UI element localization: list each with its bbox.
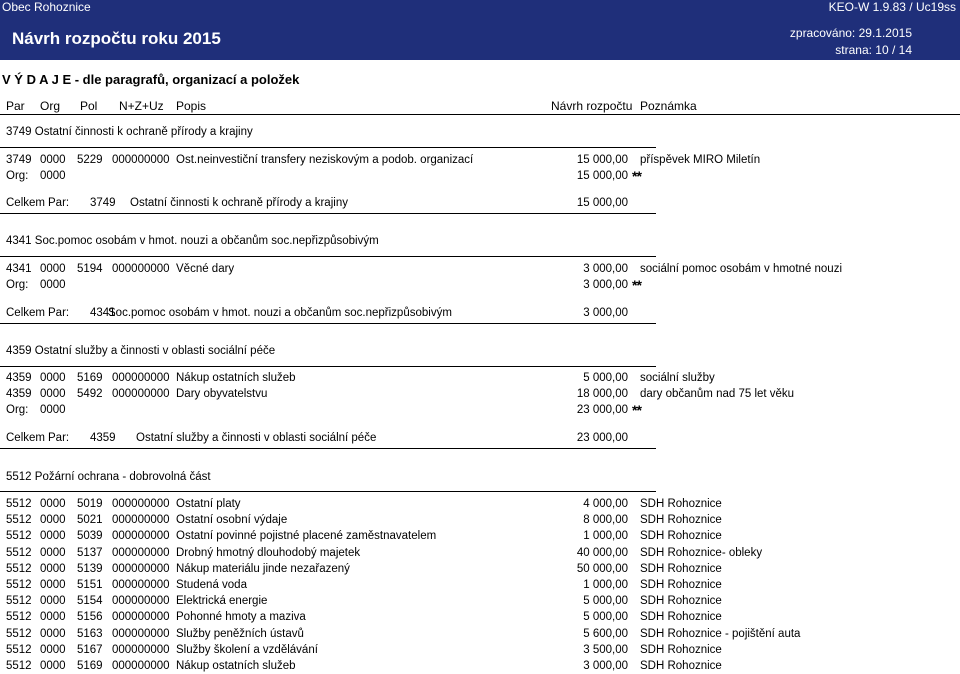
column-header bbox=[0, 90, 960, 115]
cell-popis: Drobný hmotný dlouhodobý majetek bbox=[176, 546, 361, 559]
report-title: Návrh rozpočtu roku 2015 bbox=[12, 29, 221, 48]
cell-org: 0000 bbox=[40, 372, 66, 384]
cell-nzu: 000000000 bbox=[112, 595, 170, 608]
cell-par: 4359 bbox=[6, 388, 32, 400]
section-title: V Ý D A J E - dle paragrafů, organizací a položek bbox=[2, 72, 300, 87]
cell-popis: Ostatní platy bbox=[176, 498, 241, 510]
col-nzu: N+Z+Uz bbox=[119, 99, 164, 113]
cell-note: SDH Rohoznice bbox=[640, 562, 722, 575]
org-total: 3 000,00 bbox=[583, 279, 628, 291]
total-par-label: Par: bbox=[48, 432, 70, 444]
cell-par: 5512 bbox=[6, 498, 32, 510]
cell-note: příspěvek MIRO Miletín bbox=[640, 154, 761, 166]
cell-org: 0000 bbox=[40, 388, 66, 400]
cell-note: SDH Rohoznice bbox=[640, 660, 722, 672]
table-row bbox=[0, 152, 960, 168]
col-note: Poznámka bbox=[640, 99, 697, 113]
cell-pol: 5154 bbox=[77, 595, 103, 608]
total-par-name: Soc.pomoc osobám v hmot. nouzi a občanům soc.nepřizpůsobivým bbox=[108, 307, 452, 319]
cell-par: 5512 bbox=[6, 562, 32, 575]
cell-par: 5512 bbox=[6, 530, 32, 543]
cell-note: SDH Rohoznice bbox=[640, 595, 722, 608]
cell-note: SDH Rohoznice bbox=[640, 530, 722, 543]
cell-popis: Služby peněžních ústavů bbox=[176, 627, 304, 640]
cell-nzu: 000000000 bbox=[112, 611, 170, 624]
group-heading-text: 4341 Soc.pomoc osobám v hmot. nouzi a občanům soc.nepřizpůsobivým bbox=[6, 235, 379, 247]
cell-value: 5 000,00 bbox=[583, 611, 628, 624]
cell-org: 0000 bbox=[40, 154, 66, 166]
cell-nzu: 000000000 bbox=[112, 562, 170, 575]
table-row bbox=[0, 528, 960, 544]
cell-nzu: 000000000 bbox=[112, 579, 170, 591]
total-par-code: 4359 bbox=[90, 432, 116, 444]
cell-par: 5512 bbox=[6, 611, 32, 624]
cell-note: sociální služby bbox=[640, 372, 715, 384]
org-subtotal bbox=[0, 277, 960, 293]
cell-pol: 5019 bbox=[77, 498, 103, 510]
table-row bbox=[0, 496, 960, 512]
org-label: Org: bbox=[6, 279, 29, 291]
total-label: Celkem bbox=[6, 307, 45, 319]
cell-pol: 5492 bbox=[77, 388, 103, 400]
divider bbox=[0, 448, 656, 449]
org-subtotal bbox=[0, 402, 960, 418]
org-total: 15 000,00 bbox=[576, 170, 628, 182]
cell-par: 3749 bbox=[6, 154, 32, 166]
cell-nzu: 000000000 bbox=[112, 530, 170, 543]
cell-value: 1 000,00 bbox=[583, 579, 628, 591]
cell-org: 0000 bbox=[40, 579, 66, 591]
group-total bbox=[0, 305, 960, 321]
total-par-code: 4341 bbox=[90, 307, 116, 319]
cell-value: 3 000,00 bbox=[583, 660, 628, 672]
group-heading bbox=[0, 124, 960, 140]
cell-pol: 5137 bbox=[77, 546, 103, 559]
col-popis: Popis bbox=[176, 99, 207, 113]
cell-note: SDH Rohoznice bbox=[640, 611, 722, 624]
cell-pol: 5156 bbox=[77, 611, 103, 624]
cell-nzu: 000000000 bbox=[112, 660, 170, 672]
table-row bbox=[0, 577, 960, 593]
cell-popis: Nákup ostatních služeb bbox=[176, 660, 296, 672]
cell-org: 0000 bbox=[40, 611, 66, 624]
cell-value: 18 000,00 bbox=[576, 388, 628, 400]
group-total bbox=[0, 430, 960, 446]
group-heading-text: 5512 Požární ochrana - dobrovolná část bbox=[6, 471, 211, 483]
divider bbox=[0, 256, 656, 257]
col-org: Org bbox=[40, 99, 61, 113]
cell-par: 5512 bbox=[6, 514, 32, 527]
total-par-code: 3749 bbox=[90, 197, 116, 209]
cell-par: 5512 bbox=[6, 643, 32, 656]
cell-value: 5 600,00 bbox=[583, 627, 628, 640]
table-row bbox=[0, 370, 960, 386]
cell-note: SDH Rohoznice bbox=[640, 643, 722, 656]
cell-nzu: 000000000 bbox=[112, 372, 170, 384]
cell-org: 0000 bbox=[40, 498, 66, 510]
divider bbox=[0, 323, 656, 324]
col-pol: Pol bbox=[80, 99, 98, 113]
divider bbox=[0, 147, 656, 148]
total-par-label: Par: bbox=[48, 197, 70, 209]
total-par-name: Ostatní služby a činnosti v oblasti sociální péče bbox=[136, 432, 377, 444]
total-label: Celkem bbox=[6, 197, 45, 209]
cell-value: 1 000,00 bbox=[583, 530, 628, 543]
total-par-label: Par: bbox=[48, 307, 70, 319]
cell-popis: Ostatní osobní výdaje bbox=[176, 514, 288, 527]
cell-nzu: 000000000 bbox=[112, 498, 170, 510]
cell-value: 3 500,00 bbox=[583, 643, 628, 656]
table-row bbox=[0, 642, 960, 658]
processed-date: 29.1.2015 bbox=[858, 26, 912, 40]
cell-note: SDH Rohoznice- obleky bbox=[640, 546, 763, 559]
cell-note: SDH Rohoznice bbox=[640, 514, 722, 527]
cell-par: 5512 bbox=[6, 627, 32, 640]
cell-popis: Elektrická energie bbox=[176, 595, 268, 608]
table-row bbox=[0, 609, 960, 625]
table-row bbox=[0, 545, 960, 561]
org-subtotal bbox=[0, 168, 960, 184]
cell-org: 0000 bbox=[40, 263, 66, 275]
cell-value: 5 000,00 bbox=[583, 372, 628, 384]
cell-org: 0000 bbox=[40, 660, 66, 672]
processed-label: zpracováno: bbox=[789, 26, 856, 40]
cell-pol: 5163 bbox=[77, 627, 103, 640]
cell-popis: Nákup ostatních služeb bbox=[176, 372, 296, 384]
cell-nzu: 000000000 bbox=[112, 388, 170, 400]
cell-popis: Dary obyvatelstvu bbox=[176, 388, 268, 400]
divider bbox=[0, 491, 656, 492]
cell-popis: Ostatní povinné pojistné placené zaměstnavatelem bbox=[176, 530, 437, 543]
org-code: 0000 bbox=[40, 170, 66, 182]
software-version: KEO-W 1.9.83 / Uc19ss bbox=[828, 0, 956, 14]
cell-pol: 5167 bbox=[77, 643, 103, 656]
group-heading-text: 3749 Ostatní činnosti k ochraně přírody a krajiny bbox=[6, 126, 253, 138]
total-par-name: Ostatní činnosti k ochraně přírody a krajiny bbox=[130, 197, 348, 209]
org-code: 0000 bbox=[40, 279, 66, 291]
col-value: Návrh rozpočtu bbox=[551, 99, 633, 113]
cell-value: 15 000,00 bbox=[576, 154, 628, 166]
cell-pol: 5039 bbox=[77, 530, 103, 543]
page-label: strana: bbox=[835, 43, 872, 57]
cell-note: SDH Rohoznice bbox=[640, 498, 722, 510]
group-total-value: 23 000,00 bbox=[576, 432, 628, 444]
table-row bbox=[0, 593, 960, 609]
cell-par: 5512 bbox=[6, 579, 32, 591]
table-row bbox=[0, 512, 960, 528]
cell-pol: 5151 bbox=[77, 579, 103, 591]
cell-pol: 5229 bbox=[77, 154, 103, 166]
divider bbox=[0, 366, 656, 367]
org-total: 23 000,00 bbox=[576, 404, 628, 416]
cell-value: 3 000,00 bbox=[583, 263, 628, 275]
cell-par: 4359 bbox=[6, 372, 32, 384]
group-total-value: 3 000,00 bbox=[583, 307, 628, 319]
group-heading bbox=[0, 343, 960, 359]
cell-popis: Pohonné hmoty a maziva bbox=[176, 611, 306, 624]
cell-org: 0000 bbox=[40, 514, 66, 527]
cell-popis: Věcné dary bbox=[176, 263, 235, 275]
cell-org: 0000 bbox=[40, 595, 66, 608]
cell-nzu: 000000000 bbox=[112, 514, 170, 527]
cell-value: 5 000,00 bbox=[583, 595, 628, 608]
cell-pol: 5021 bbox=[77, 514, 103, 527]
cell-org: 0000 bbox=[40, 530, 66, 543]
col-par: Par bbox=[6, 99, 25, 113]
cell-nzu: 000000000 bbox=[112, 627, 170, 640]
report-meta bbox=[790, 25, 912, 59]
cell-org: 0000 bbox=[40, 562, 66, 575]
cell-par: 5512 bbox=[6, 546, 32, 559]
subtotal-marker: ** bbox=[632, 277, 641, 293]
cell-org: 0000 bbox=[40, 643, 66, 656]
page-number: 10 / 14 bbox=[875, 43, 912, 57]
cell-popis: Studená voda bbox=[176, 579, 247, 591]
cell-note: dary občanům nad 75 let věku bbox=[640, 388, 795, 400]
table-row bbox=[0, 261, 960, 277]
table-row bbox=[0, 386, 960, 402]
cell-note: SDH Rohoznice - pojištění auta bbox=[640, 627, 801, 640]
org-code: 0000 bbox=[40, 404, 66, 416]
group-total-value: 15 000,00 bbox=[576, 197, 628, 209]
org-label: Org: bbox=[6, 170, 29, 182]
cell-pol: 5169 bbox=[77, 372, 103, 384]
cell-nzu: 000000000 bbox=[112, 263, 170, 275]
group-heading bbox=[0, 233, 960, 249]
cell-par: 4341 bbox=[6, 263, 32, 275]
table-row bbox=[0, 561, 960, 577]
cell-nzu: 000000000 bbox=[112, 643, 170, 656]
cell-nzu: 000000000 bbox=[112, 546, 170, 559]
cell-value: 4 000,00 bbox=[583, 498, 628, 510]
subtotal-marker: ** bbox=[632, 168, 641, 184]
group-heading bbox=[0, 469, 960, 485]
cell-nzu: 000000000 bbox=[112, 154, 170, 166]
group-heading-text: 4359 Ostatní služby a činnosti v oblasti sociální péče bbox=[6, 345, 276, 357]
cell-popis: Nákup materiálu jinde nezařazený bbox=[176, 562, 350, 575]
cell-value: 8 000,00 bbox=[583, 514, 628, 527]
cell-popis: Služby školení a vzdělávání bbox=[176, 643, 318, 656]
cell-par: 5512 bbox=[6, 660, 32, 672]
cell-value: 40 000,00 bbox=[576, 546, 628, 559]
cell-pol: 5169 bbox=[77, 660, 103, 672]
org-label: Org: bbox=[6, 404, 29, 416]
cell-pol: 5139 bbox=[77, 562, 103, 575]
table-row bbox=[0, 658, 960, 674]
municipality-name: Obec Rohoznice bbox=[2, 0, 91, 14]
group-total bbox=[0, 195, 960, 211]
cell-note: SDH Rohoznice bbox=[640, 579, 722, 591]
cell-pol: 5194 bbox=[77, 263, 103, 275]
cell-org: 0000 bbox=[40, 546, 66, 559]
cell-value: 50 000,00 bbox=[576, 562, 628, 575]
cell-note: sociální pomoc osobám v hmotné nouzi bbox=[640, 263, 842, 275]
top-bar bbox=[0, 0, 960, 15]
table-row bbox=[0, 626, 960, 642]
divider bbox=[0, 213, 656, 214]
cell-par: 5512 bbox=[6, 595, 32, 608]
total-label: Celkem bbox=[6, 432, 45, 444]
cell-org: 0000 bbox=[40, 627, 66, 640]
report-banner bbox=[0, 15, 960, 60]
cell-popis: Ost.neinvestiční transfery neziskovým a podob. organizací bbox=[176, 154, 474, 166]
subtotal-marker: ** bbox=[632, 402, 641, 418]
